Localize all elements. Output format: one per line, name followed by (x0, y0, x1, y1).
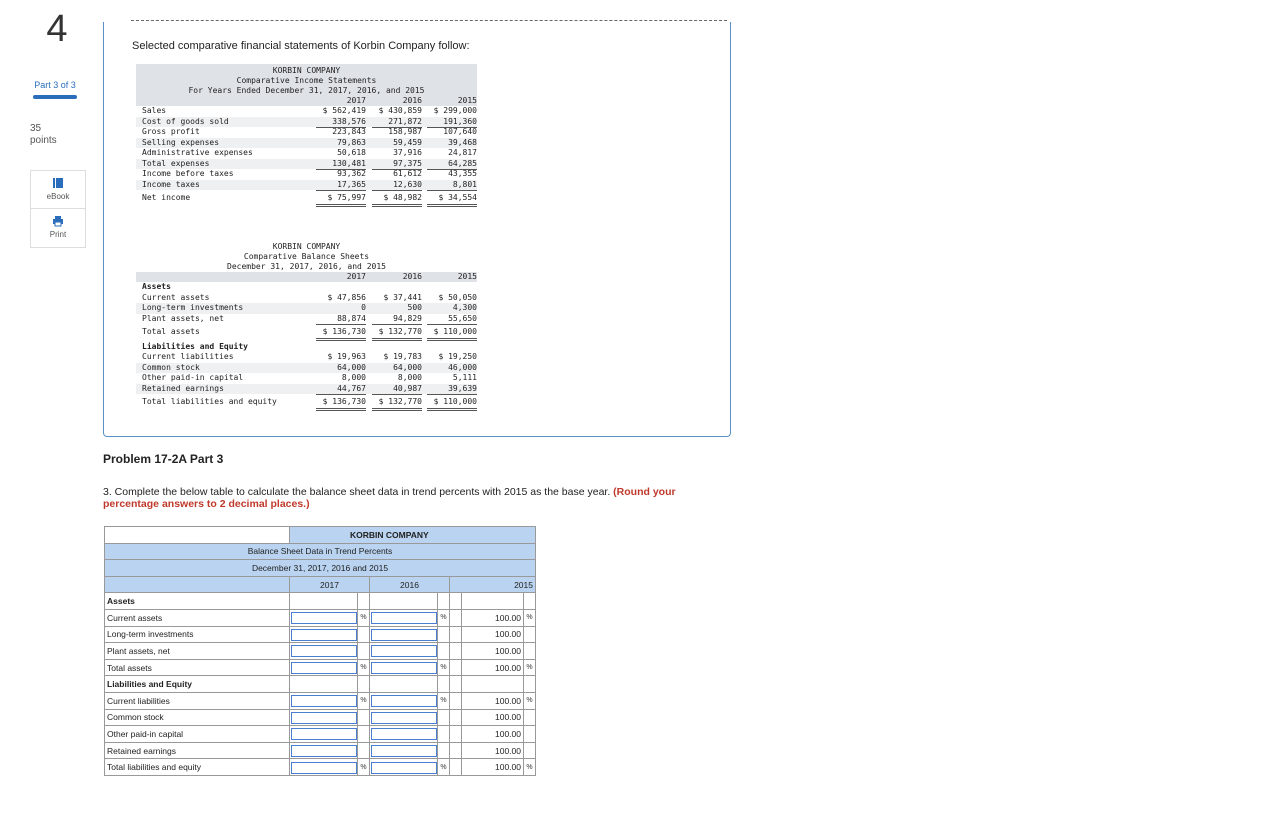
trend-input-2016[interactable] (371, 695, 437, 707)
balance-period: December 31, 2017, 2016, and 2015 (227, 262, 386, 271)
income-title: Comparative Income Statements (236, 76, 377, 85)
instruction-text (103, 486, 713, 510)
trend-base-value: 100.00 (462, 609, 524, 626)
balance-row (136, 303, 477, 314)
balance-row (136, 373, 477, 384)
intro-text: Selected comparative financial statements of Korbin Company follow: (132, 40, 470, 52)
percent-sign (358, 742, 370, 759)
row-value: 59,459 (393, 137, 422, 147)
row-value: 338,576 (316, 117, 366, 129)
income-row (136, 180, 477, 191)
percent-sign: % (358, 692, 370, 709)
trend-company: KORBIN COMPANY (290, 527, 536, 544)
points-value: 35 (30, 123, 42, 134)
ebook-button[interactable] (30, 170, 86, 210)
trend-base-value: 100.00 (462, 659, 524, 676)
trend-row (105, 742, 536, 759)
trend-base-value: 100.00 (462, 643, 524, 660)
percent-sign (358, 643, 370, 660)
trend-table (104, 526, 536, 776)
row-value: $ 132,770 (372, 327, 422, 341)
points-info (30, 123, 57, 147)
part-indicator: Part 3 of 3 (34, 80, 76, 90)
row-label: Plant assets, net (142, 313, 224, 323)
balance-company: KORBIN COMPANY (272, 242, 341, 251)
trend-input-2016[interactable] (371, 745, 437, 757)
ebook-label: eBook (46, 192, 70, 201)
row-value: 12,630 (372, 180, 422, 192)
trend-row-label: Current assets (105, 609, 290, 626)
trend-year-2017: 2017 (290, 576, 370, 593)
row-label: Other paid-in capital (142, 373, 244, 382)
row-value: 17,365 (316, 180, 366, 192)
income-row (136, 159, 477, 170)
row-label: Income taxes (142, 179, 200, 189)
percent-sign: % (358, 759, 370, 776)
trend-le-heading: Liabilities and Equity (105, 676, 290, 693)
percent-sign: % (524, 659, 536, 676)
trend-base-value: 100.00 (462, 626, 524, 643)
percent-sign (524, 726, 536, 743)
row-label: Long-term investments (142, 303, 244, 312)
percent-sign: % (524, 609, 536, 626)
trend-input-2017[interactable] (291, 695, 357, 707)
trend-base-value: 100.00 (462, 726, 524, 743)
trend-base-value: 100.00 (462, 709, 524, 726)
row-value: $ 430,859 (378, 106, 422, 115)
percent-sign (524, 626, 536, 643)
row-value: 64,285 (427, 159, 477, 171)
row-value: $ 19,963 (327, 352, 366, 361)
row-value: 37,916 (372, 148, 422, 160)
trend-input-2016[interactable] (371, 762, 437, 774)
balance-row (136, 314, 477, 325)
trend-base-value: 100.00 (462, 742, 524, 759)
trend-row (105, 759, 536, 776)
row-value: $ 110,000 (427, 327, 477, 341)
row-label: Retained earnings (142, 383, 224, 393)
row-value: 40,987 (372, 384, 422, 396)
instruction-main: 3. Complete the below table to calculate the balance sheet data in trend percents with 2015 as the base year. (103, 486, 611, 498)
trend-input-2017[interactable] (291, 662, 357, 674)
trend-row (105, 709, 536, 726)
income-row (136, 106, 477, 117)
printer-icon (52, 215, 64, 227)
trend-row-label: Plant assets, net (105, 643, 290, 660)
row-value: 223,843 (332, 127, 366, 136)
row-value: 64,000 (337, 362, 366, 372)
row-value: 24,817 (427, 148, 477, 160)
row-value: 0 (361, 303, 366, 312)
income-period: For Years Ended December 31, 2017, 2016, and 2015 (188, 86, 425, 95)
section-heading: Liabilities and Equity (142, 341, 248, 351)
income-row (136, 138, 477, 149)
percent-sign (358, 626, 370, 643)
percent-sign: % (524, 759, 536, 776)
row-value: $ 19,250 (438, 352, 477, 361)
percent-sign (358, 726, 370, 743)
percent-sign: % (358, 659, 370, 676)
row-value: 88,874 (316, 314, 366, 326)
income-row (136, 193, 477, 204)
income-year: 2016 (402, 96, 422, 105)
row-value: 46,000 (448, 362, 477, 372)
trend-base-value: 100.00 (462, 692, 524, 709)
row-value: 191,360 (427, 117, 477, 129)
balance-row (136, 363, 477, 374)
row-value: 44,767 (316, 384, 366, 396)
row-value: 130,481 (316, 159, 366, 171)
row-label: Selling expenses (142, 137, 220, 147)
balance-year: 2017 (346, 272, 366, 281)
income-year: 2015 (457, 96, 477, 105)
percent-sign: % (438, 692, 450, 709)
trend-input-2017[interactable] (291, 612, 357, 624)
trend-row (105, 692, 536, 709)
points-label: points (30, 135, 57, 146)
total-assets-row (136, 327, 477, 338)
row-label: Common stock (142, 362, 200, 372)
row-value: 8,000 (341, 373, 366, 382)
trend-input-2017[interactable] (291, 712, 357, 724)
row-value: $ 34,554 (427, 193, 477, 207)
trend-input-2016[interactable] (371, 629, 437, 641)
balance-year: 2015 (457, 272, 477, 281)
income-row (136, 127, 477, 138)
balance-row (136, 293, 477, 304)
row-value: 271,872 (372, 117, 422, 129)
trend-input-2016[interactable] (371, 728, 437, 740)
print-button[interactable] (30, 208, 86, 248)
balance-sheet (136, 242, 477, 408)
row-value: 55,650 (427, 314, 477, 326)
row-label: Total assets (142, 327, 200, 336)
trend-period: December 31, 2017, 2016 and 2015 (105, 560, 536, 577)
trend-row (105, 626, 536, 643)
problem-title: Problem 17-2A Part 3 (103, 452, 224, 466)
trend-row (105, 726, 536, 743)
row-label: Income before taxes (142, 169, 234, 178)
row-value: $ 136,730 (316, 397, 366, 411)
row-value: $ 110,000 (427, 397, 477, 411)
percent-sign (438, 643, 450, 660)
trend-input-2016[interactable] (371, 662, 437, 674)
row-value: 43,355 (448, 169, 477, 178)
trend-row-label: Long-term investments (105, 626, 290, 643)
row-value: 8,801 (427, 180, 477, 192)
row-value: 64,000 (393, 362, 422, 372)
row-label: Gross profit (142, 127, 200, 136)
trend-row (105, 659, 536, 676)
trend-row-label: Common stock (105, 709, 290, 726)
trend-row-label: Other paid-in capital (105, 726, 290, 743)
row-value: 39,468 (448, 137, 477, 147)
trend-row-label: Total liabilities and equity (105, 759, 290, 776)
print-label: Print (49, 230, 67, 239)
row-label: Net income (142, 193, 191, 202)
trend-row (105, 643, 536, 660)
row-label: Total liabilities and equity (142, 397, 277, 406)
trend-title: Balance Sheet Data in Trend Percents (105, 543, 536, 560)
trend-row-label: Total assets (105, 659, 290, 676)
assets-heading (136, 282, 477, 293)
row-value: $ 50,050 (438, 292, 477, 302)
balance-year: 2016 (402, 272, 422, 281)
row-label: Administrative expenses (142, 148, 253, 157)
row-value: $ 299,000 (433, 106, 477, 115)
row-value: $ 47,856 (327, 292, 366, 302)
row-value: $ 562,419 (322, 106, 366, 115)
percent-sign: % (358, 609, 370, 626)
row-value: 94,829 (372, 314, 422, 326)
trend-input-2017[interactable] (291, 745, 357, 757)
percent-sign: % (438, 609, 450, 626)
le-heading (136, 342, 477, 353)
row-label: Total expenses (142, 158, 210, 168)
balance-row (136, 384, 477, 395)
row-value: $ 75,997 (316, 193, 366, 207)
row-value: $ 132,770 (372, 397, 422, 411)
trend-base-value: 100.00 (462, 759, 524, 776)
trend-year-2016: 2016 (370, 576, 450, 593)
total-le-row (136, 397, 477, 408)
row-label: Cost of goods sold (142, 116, 229, 126)
row-value: 39,639 (427, 384, 477, 396)
percent-sign (524, 742, 536, 759)
row-value: 8,000 (397, 373, 422, 382)
trend-input-2017[interactable] (291, 629, 357, 641)
trend-assets-heading: Assets (105, 593, 290, 610)
income-row (136, 169, 477, 180)
income-company: KORBIN COMPANY (272, 66, 341, 75)
trend-row-label: Retained earnings (105, 742, 290, 759)
row-value: 4,300 (452, 303, 477, 312)
percent-sign (438, 626, 450, 643)
row-value: 79,863 (337, 137, 366, 147)
trend-input-2017[interactable] (291, 645, 357, 657)
row-value: 61,612 (393, 169, 422, 178)
percent-sign: % (438, 659, 450, 676)
row-value: $ 37,441 (383, 292, 422, 302)
question-number: 4 (46, 8, 68, 50)
row-value: 158,987 (388, 127, 422, 136)
income-row (136, 117, 477, 128)
row-value: $ 48,982 (372, 193, 422, 207)
book-icon (52, 177, 64, 189)
trend-input-2017[interactable] (291, 762, 357, 774)
income-row (136, 148, 477, 159)
row-value: 50,618 (316, 148, 366, 160)
trend-input-2017[interactable] (291, 728, 357, 740)
percent-sign (524, 709, 536, 726)
row-value: 5,111 (452, 373, 477, 382)
section-heading: Assets (142, 282, 171, 291)
percent-sign: % (438, 759, 450, 776)
row-label: Current assets (142, 292, 210, 302)
percent-sign: % (524, 692, 536, 709)
percent-sign (438, 742, 450, 759)
row-label: Sales (142, 106, 167, 115)
trend-row (105, 609, 536, 626)
row-value: 500 (407, 303, 422, 312)
row-label: Current liabilities (142, 352, 234, 361)
row-value: 107,640 (443, 127, 477, 136)
trend-year-2015: 2015 (450, 576, 536, 593)
income-year: 2017 (346, 96, 366, 105)
instruction-note: (Round your percentage answers to 2 decimal places.) (103, 486, 676, 510)
row-value: $ 136,730 (316, 327, 366, 341)
part-progress-bar (33, 95, 77, 99)
balance-title: Comparative Balance Sheets (243, 252, 370, 261)
row-value: 97,375 (372, 159, 422, 171)
row-value: 93,362 (337, 169, 366, 178)
trend-row-label: Current liabilities (105, 692, 290, 709)
trend-input-2016[interactable] (371, 612, 437, 624)
balance-row (136, 352, 477, 363)
percent-sign (438, 709, 450, 726)
income-statement (136, 64, 477, 204)
trend-input-2016[interactable] (371, 645, 437, 657)
trend-input-2016[interactable] (371, 712, 437, 724)
row-value: $ 19,783 (383, 352, 422, 361)
percent-sign (438, 726, 450, 743)
percent-sign (524, 643, 536, 660)
percent-sign (358, 709, 370, 726)
